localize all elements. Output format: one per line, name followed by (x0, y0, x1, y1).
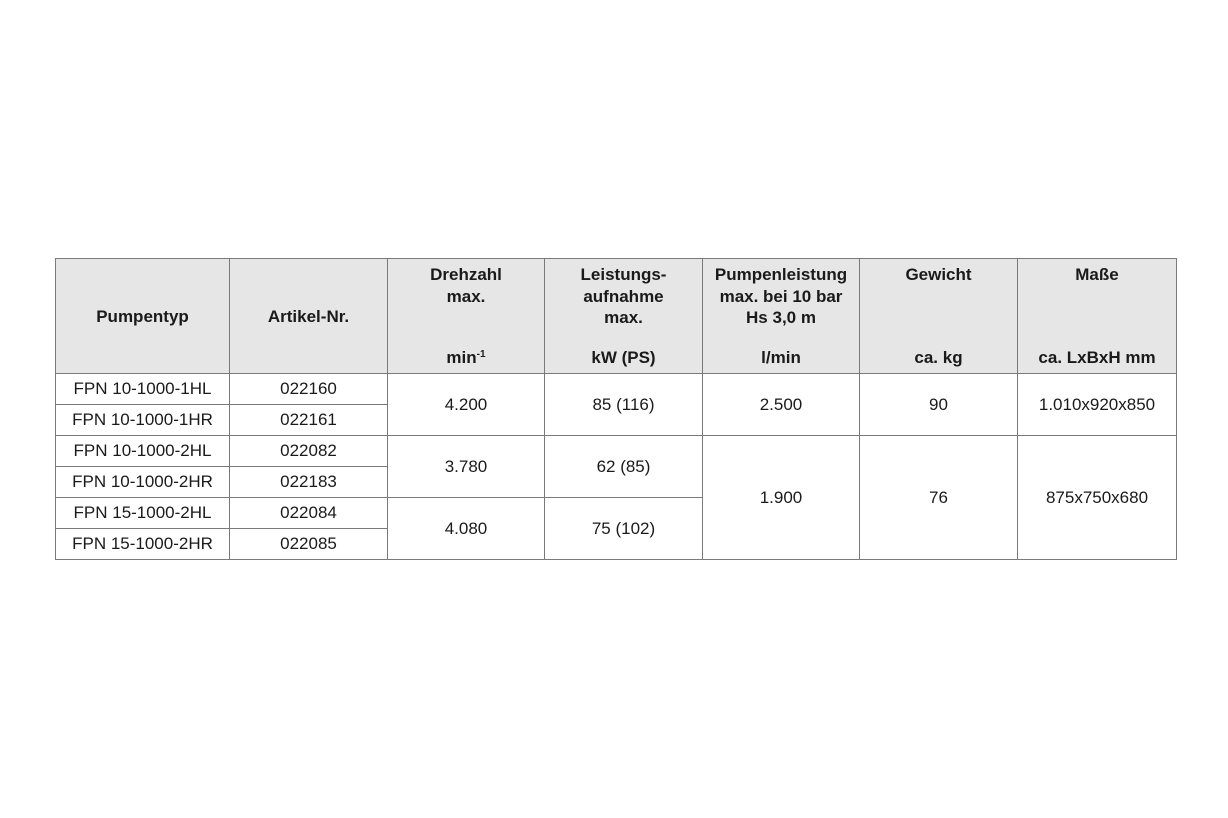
col-header-artikel-nr (230, 259, 388, 374)
col-header-unit (860, 347, 1017, 368)
cell-leistungsaufnahme: 62 (85) (545, 436, 703, 498)
unit-text: ca. LxBxH mm (1038, 348, 1156, 367)
cell-pumpentyp: FPN 10-1000-1HR (56, 405, 230, 436)
col-header-line: aufnahme (583, 286, 664, 306)
col-header-line: Gewicht (905, 265, 972, 284)
col-header-line: Pumpenleistung (714, 265, 848, 284)
unit-text: min (446, 348, 477, 367)
cell-artikel-nr: 022082 (230, 436, 388, 467)
table-row (56, 374, 1177, 405)
cell-artikel-nr: 022084 (230, 498, 388, 529)
header-row (56, 259, 1177, 374)
cell-artikel-nr: 022161 (230, 405, 388, 436)
unit-text: kW (PS) (591, 348, 656, 367)
cell-gewicht: 90 (860, 374, 1018, 436)
col-header-title (860, 264, 1017, 286)
cell-drehzahl: 4.080 (388, 498, 545, 560)
cell-pumpentyp: FPN 15-1000-2HR (56, 529, 230, 560)
cell-pumpentyp: FPN 10-1000-2HR (56, 467, 230, 498)
cell-masse: 875x750x680 (1018, 436, 1177, 560)
cell-masse: 1.010x920x850 (1018, 374, 1177, 436)
cell-drehzahl: 4.200 (388, 374, 545, 436)
col-header-line: Leistungs- (580, 265, 667, 284)
pump-spec-table (55, 258, 1177, 560)
cell-pumpentyp: FPN 10-1000-2HL (56, 436, 230, 467)
col-header-unit (388, 347, 544, 368)
table-header (56, 259, 1177, 374)
cell-leistungsaufnahme: 85 (116) (545, 374, 703, 436)
col-header-leistungsaufnahme (545, 259, 703, 374)
unit-exponent: -1 (476, 349, 486, 360)
table-row (56, 436, 1177, 467)
col-header-line: Hs 3,0 m (746, 308, 816, 327)
col-header-line: max. (446, 286, 486, 306)
col-header-unit (545, 347, 702, 368)
col-header-drehzahl (388, 259, 545, 374)
table-body (56, 374, 1177, 560)
col-header-title (388, 264, 544, 307)
cell-artikel-nr: 022160 (230, 374, 388, 405)
col-header-gewicht (860, 259, 1018, 374)
col-header-masse (1018, 259, 1177, 374)
col-header-line: Drehzahl (430, 265, 502, 284)
col-header-line: max. bei 10 bar (719, 286, 843, 306)
unit-text: l/min (761, 348, 801, 367)
cell-pumpenleistung: 2.500 (703, 374, 860, 436)
col-header-title (703, 264, 859, 329)
cell-pumpentyp: FPN 10-1000-1HL (56, 374, 230, 405)
unit-text: ca. kg (914, 348, 963, 367)
col-header-unit (1018, 347, 1176, 368)
cell-leistungsaufnahme: 75 (102) (545, 498, 703, 560)
col-header-pumpentyp (56, 259, 230, 374)
cell-gewicht: 76 (860, 436, 1018, 560)
cell-pumpentyp: FPN 15-1000-2HL (56, 498, 230, 529)
cell-artikel-nr: 022085 (230, 529, 388, 560)
col-header-label: Pumpentyp (96, 306, 189, 326)
cell-drehzahl: 3.780 (388, 436, 545, 498)
cell-pumpenleistung: 1.900 (703, 436, 860, 560)
col-header-unit (703, 347, 859, 368)
col-header-line: max. (604, 308, 643, 327)
col-header-title (1018, 264, 1176, 286)
col-header-title (545, 264, 702, 329)
col-header-pumpenleistung (703, 259, 860, 374)
cell-artikel-nr: 022183 (230, 467, 388, 498)
col-header-label: Artikel-Nr. (267, 306, 350, 326)
col-header-line: Maße (1075, 265, 1119, 284)
